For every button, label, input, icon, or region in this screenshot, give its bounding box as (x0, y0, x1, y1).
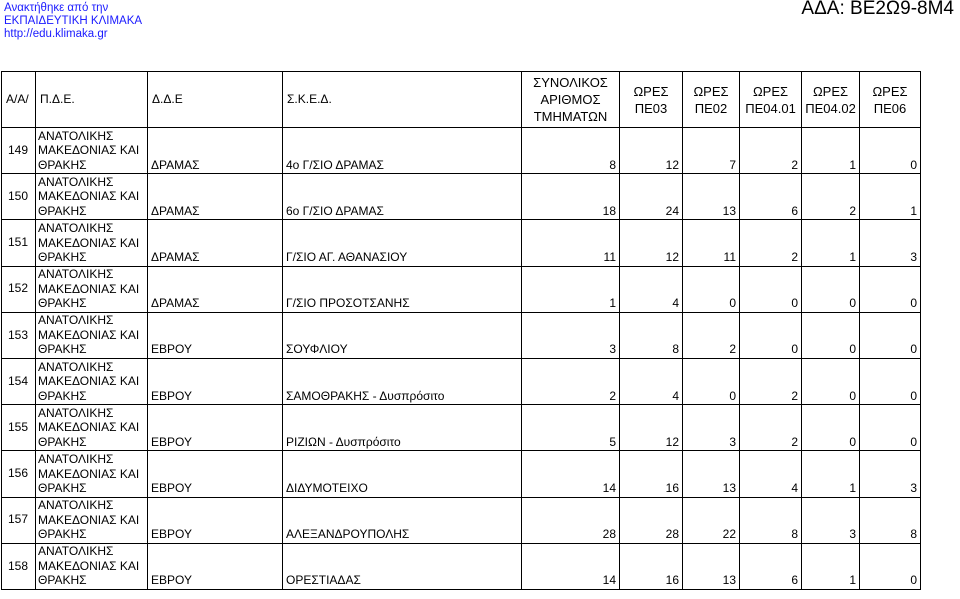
pe0401-cell: 8 (740, 497, 802, 543)
pe0402-cell: 1 (802, 451, 860, 497)
pe02-cell: 2 (683, 312, 740, 358)
pe02-cell: 3 (683, 405, 740, 451)
school-cell: ΡΙΖΙΩΝ - Δυσπρόσιτο (283, 405, 522, 451)
col-header-total: ΣΥΝΟΛΙΚΟΣ ΑΡΙΘΜΟΣ ΤΜΗΜΑΤΩΝ (522, 72, 620, 128)
aa-cell: 149 (2, 128, 36, 174)
pe0401-cell: 2 (740, 358, 802, 404)
pe02-cell: 13 (683, 451, 740, 497)
watermark-line-2: ΕΚΠΑΙΔΕΥΤΙΚΗ ΚΛΙΜΑΚΑ (4, 15, 143, 27)
prefecture-cell: ΔΡΑΜΑΣ (148, 128, 283, 174)
table-row (2, 358, 921, 404)
col-header-ske: Σ.Κ.Ε.Δ. (283, 72, 522, 128)
pe0401-cell: 2 (740, 220, 802, 266)
total-cell: 1 (522, 266, 620, 312)
pe03-cell: 4 (620, 266, 683, 312)
pe02-cell: 11 (683, 220, 740, 266)
pe03-cell: 12 (620, 128, 683, 174)
pe0402-cell: 0 (802, 312, 860, 358)
pe0401-cell: 0 (740, 266, 802, 312)
prefecture-cell: ΕΒΡΟΥ (148, 358, 283, 404)
pe02-cell: 13 (683, 543, 740, 589)
region-cell: ΑΝΑΤΟΛΙΚΗΣ ΜΑΚΕΔΟΝΙΑΣ ΚΑΙ ΘΡΑΚΗΣ (36, 497, 148, 543)
region-cell: ΑΝΑΤΟΛΙΚΗΣ ΜΑΚΕΔΟΝΙΑΣ ΚΑΙ ΘΡΑΚΗΣ (36, 266, 148, 312)
region-cell: ΑΝΑΤΟΛΙΚΗΣ ΜΑΚΕΔΟΝΙΑΣ ΚΑΙ ΘΡΑΚΗΣ (36, 358, 148, 404)
prefecture-cell: ΕΒΡΟΥ (148, 451, 283, 497)
school-cell: ΣΟΥΦΛΙΟΥ (283, 312, 522, 358)
pe03-cell: 4 (620, 358, 683, 404)
region-cell: ΑΝΑΤΟΛΙΚΗΣ ΜΑΚΕΔΟΝΙΑΣ ΚΑΙ ΘΡΑΚΗΣ (36, 312, 148, 358)
total-cell: 18 (522, 174, 620, 220)
total-cell: 11 (522, 220, 620, 266)
pe0401-cell: 2 (740, 128, 802, 174)
pe03-cell: 28 (620, 497, 683, 543)
prefecture-cell: ΕΒΡΟΥ (148, 405, 283, 451)
col-header-pe03: ΩΡΕΣ ΠΕ03 (620, 72, 683, 128)
pe0402-cell: 0 (802, 405, 860, 451)
table-row (2, 312, 921, 358)
prefecture-cell: ΕΒΡΟΥ (148, 497, 283, 543)
col-header-pe0402: ΩΡΕΣ ΠΕ04.02 (802, 72, 860, 128)
pe02-cell: 22 (683, 497, 740, 543)
total-cell: 14 (522, 451, 620, 497)
pe06-cell: 0 (860, 312, 921, 358)
col-header-aa: Α/Α/ (2, 72, 36, 128)
pe0402-cell: 0 (802, 266, 860, 312)
hours-table (1, 71, 921, 590)
ada-code: ΑΔΑ: ΒΕ2Ω9-8Μ4 (801, 0, 954, 19)
pe0402-cell: 2 (802, 174, 860, 220)
pe02-cell: 7 (683, 128, 740, 174)
aa-cell: 150 (2, 174, 36, 220)
prefecture-cell: ΔΡΑΜΑΣ (148, 266, 283, 312)
watermark-line-1: Ανακτήθηκε από την (4, 2, 109, 14)
region-cell: ΑΝΑΤΟΛΙΚΗΣ ΜΑΚΕΔΟΝΙΑΣ ΚΑΙ ΘΡΑΚΗΣ (36, 220, 148, 266)
pe06-cell: 0 (860, 405, 921, 451)
pe03-cell: 12 (620, 220, 683, 266)
table-row (2, 451, 921, 497)
col-header-pe0401: ΩΡΕΣ ΠΕ04.01 (740, 72, 802, 128)
col-header-pde: Π.Δ.Ε. (36, 72, 148, 128)
school-cell: ΟΡΕΣΤΙΑΔΑΣ (283, 543, 522, 589)
prefecture-cell: ΕΒΡΟΥ (148, 543, 283, 589)
pe06-cell: 8 (860, 497, 921, 543)
table-row (2, 128, 921, 174)
pe02-cell: 0 (683, 358, 740, 404)
pe0401-cell: 2 (740, 405, 802, 451)
school-cell: 6ο Γ/ΣΙΟ ΔΡΑΜΑΣ (283, 174, 522, 220)
pe03-cell: 16 (620, 543, 683, 589)
total-cell: 14 (522, 543, 620, 589)
region-cell: ΑΝΑΤΟΛΙΚΗΣ ΜΑΚΕΔΟΝΙΑΣ ΚΑΙ ΘΡΑΚΗΣ (36, 128, 148, 174)
col-header-pe06: ΩΡΕΣ ΠΕ06 (860, 72, 921, 128)
aa-cell: 152 (2, 266, 36, 312)
pe0401-cell: 4 (740, 451, 802, 497)
total-cell: 2 (522, 358, 620, 404)
pe06-cell: 3 (860, 451, 921, 497)
pe0402-cell: 1 (802, 128, 860, 174)
school-cell: ΔΙΔΥΜΟΤΕΙΧΟ (283, 451, 522, 497)
region-cell: ΑΝΑΤΟΛΙΚΗΣ ΜΑΚΕΔΟΝΙΑΣ ΚΑΙ ΘΡΑΚΗΣ (36, 405, 148, 451)
pe02-cell: 0 (683, 266, 740, 312)
total-cell: 28 (522, 497, 620, 543)
pe0401-cell: 6 (740, 543, 802, 589)
total-cell: 5 (522, 405, 620, 451)
watermark-link[interactable]: http://edu.klimaka.gr (4, 28, 108, 40)
aa-cell: 155 (2, 405, 36, 451)
school-cell: 4ο Γ/ΣΙΟ ΔΡΑΜΑΣ (283, 128, 522, 174)
pe03-cell: 8 (620, 312, 683, 358)
school-cell: ΑΛΕΞΑΝΔΡΟΥΠΟΛΗΣ (283, 497, 522, 543)
aa-cell: 156 (2, 451, 36, 497)
pe06-cell: 0 (860, 266, 921, 312)
pe0402-cell: 1 (802, 543, 860, 589)
total-cell: 3 (522, 312, 620, 358)
table-row (2, 266, 921, 312)
header-row (2, 72, 921, 128)
region-cell: ΑΝΑΤΟΛΙΚΗΣ ΜΑΚΕΔΟΝΙΑΣ ΚΑΙ ΘΡΑΚΗΣ (36, 174, 148, 220)
pe06-cell: 3 (860, 220, 921, 266)
aa-cell: 157 (2, 497, 36, 543)
pe03-cell: 12 (620, 405, 683, 451)
school-cell: ΣΑΜΟΘΡΑΚΗΣ - Δυσπρόσιτο (283, 358, 522, 404)
region-cell: ΑΝΑΤΟΛΙΚΗΣ ΜΑΚΕΔΟΝΙΑΣ ΚΑΙ ΘΡΑΚΗΣ (36, 543, 148, 589)
prefecture-cell: ΔΡΑΜΑΣ (148, 174, 283, 220)
table-row (2, 174, 921, 220)
pe03-cell: 24 (620, 174, 683, 220)
table-row (2, 543, 921, 589)
total-cell: 8 (522, 128, 620, 174)
aa-cell: 153 (2, 312, 36, 358)
school-cell: Γ/ΣΙΟ ΠΡΟΣΟΤΣΑΝΗΣ (283, 266, 522, 312)
watermark (4, 2, 142, 41)
pe0401-cell: 0 (740, 312, 802, 358)
col-header-dde: Δ.Δ.Ε (148, 72, 283, 128)
pe06-cell: 1 (860, 174, 921, 220)
aa-cell: 158 (2, 543, 36, 589)
aa-cell: 151 (2, 220, 36, 266)
region-cell: ΑΝΑΤΟΛΙΚΗΣ ΜΑΚΕΔΟΝΙΑΣ ΚΑΙ ΘΡΑΚΗΣ (36, 451, 148, 497)
table-row (2, 405, 921, 451)
pe0402-cell: 1 (802, 220, 860, 266)
prefecture-cell: ΔΡΑΜΑΣ (148, 220, 283, 266)
pe06-cell: 0 (860, 358, 921, 404)
pe0402-cell: 0 (802, 358, 860, 404)
table-row (2, 497, 921, 543)
school-cell: Γ/ΣΙΟ ΑΓ. ΑΘΑΝΑΣΙΟΥ (283, 220, 522, 266)
table-row (2, 220, 921, 266)
pe0402-cell: 3 (802, 497, 860, 543)
pe02-cell: 13 (683, 174, 740, 220)
prefecture-cell: ΕΒΡΟΥ (148, 312, 283, 358)
aa-cell: 154 (2, 358, 36, 404)
pe03-cell: 16 (620, 451, 683, 497)
pe0401-cell: 6 (740, 174, 802, 220)
col-header-pe02: ΩΡΕΣ ΠΕ02 (683, 72, 740, 128)
pe06-cell: 0 (860, 128, 921, 174)
pe06-cell: 0 (860, 543, 921, 589)
